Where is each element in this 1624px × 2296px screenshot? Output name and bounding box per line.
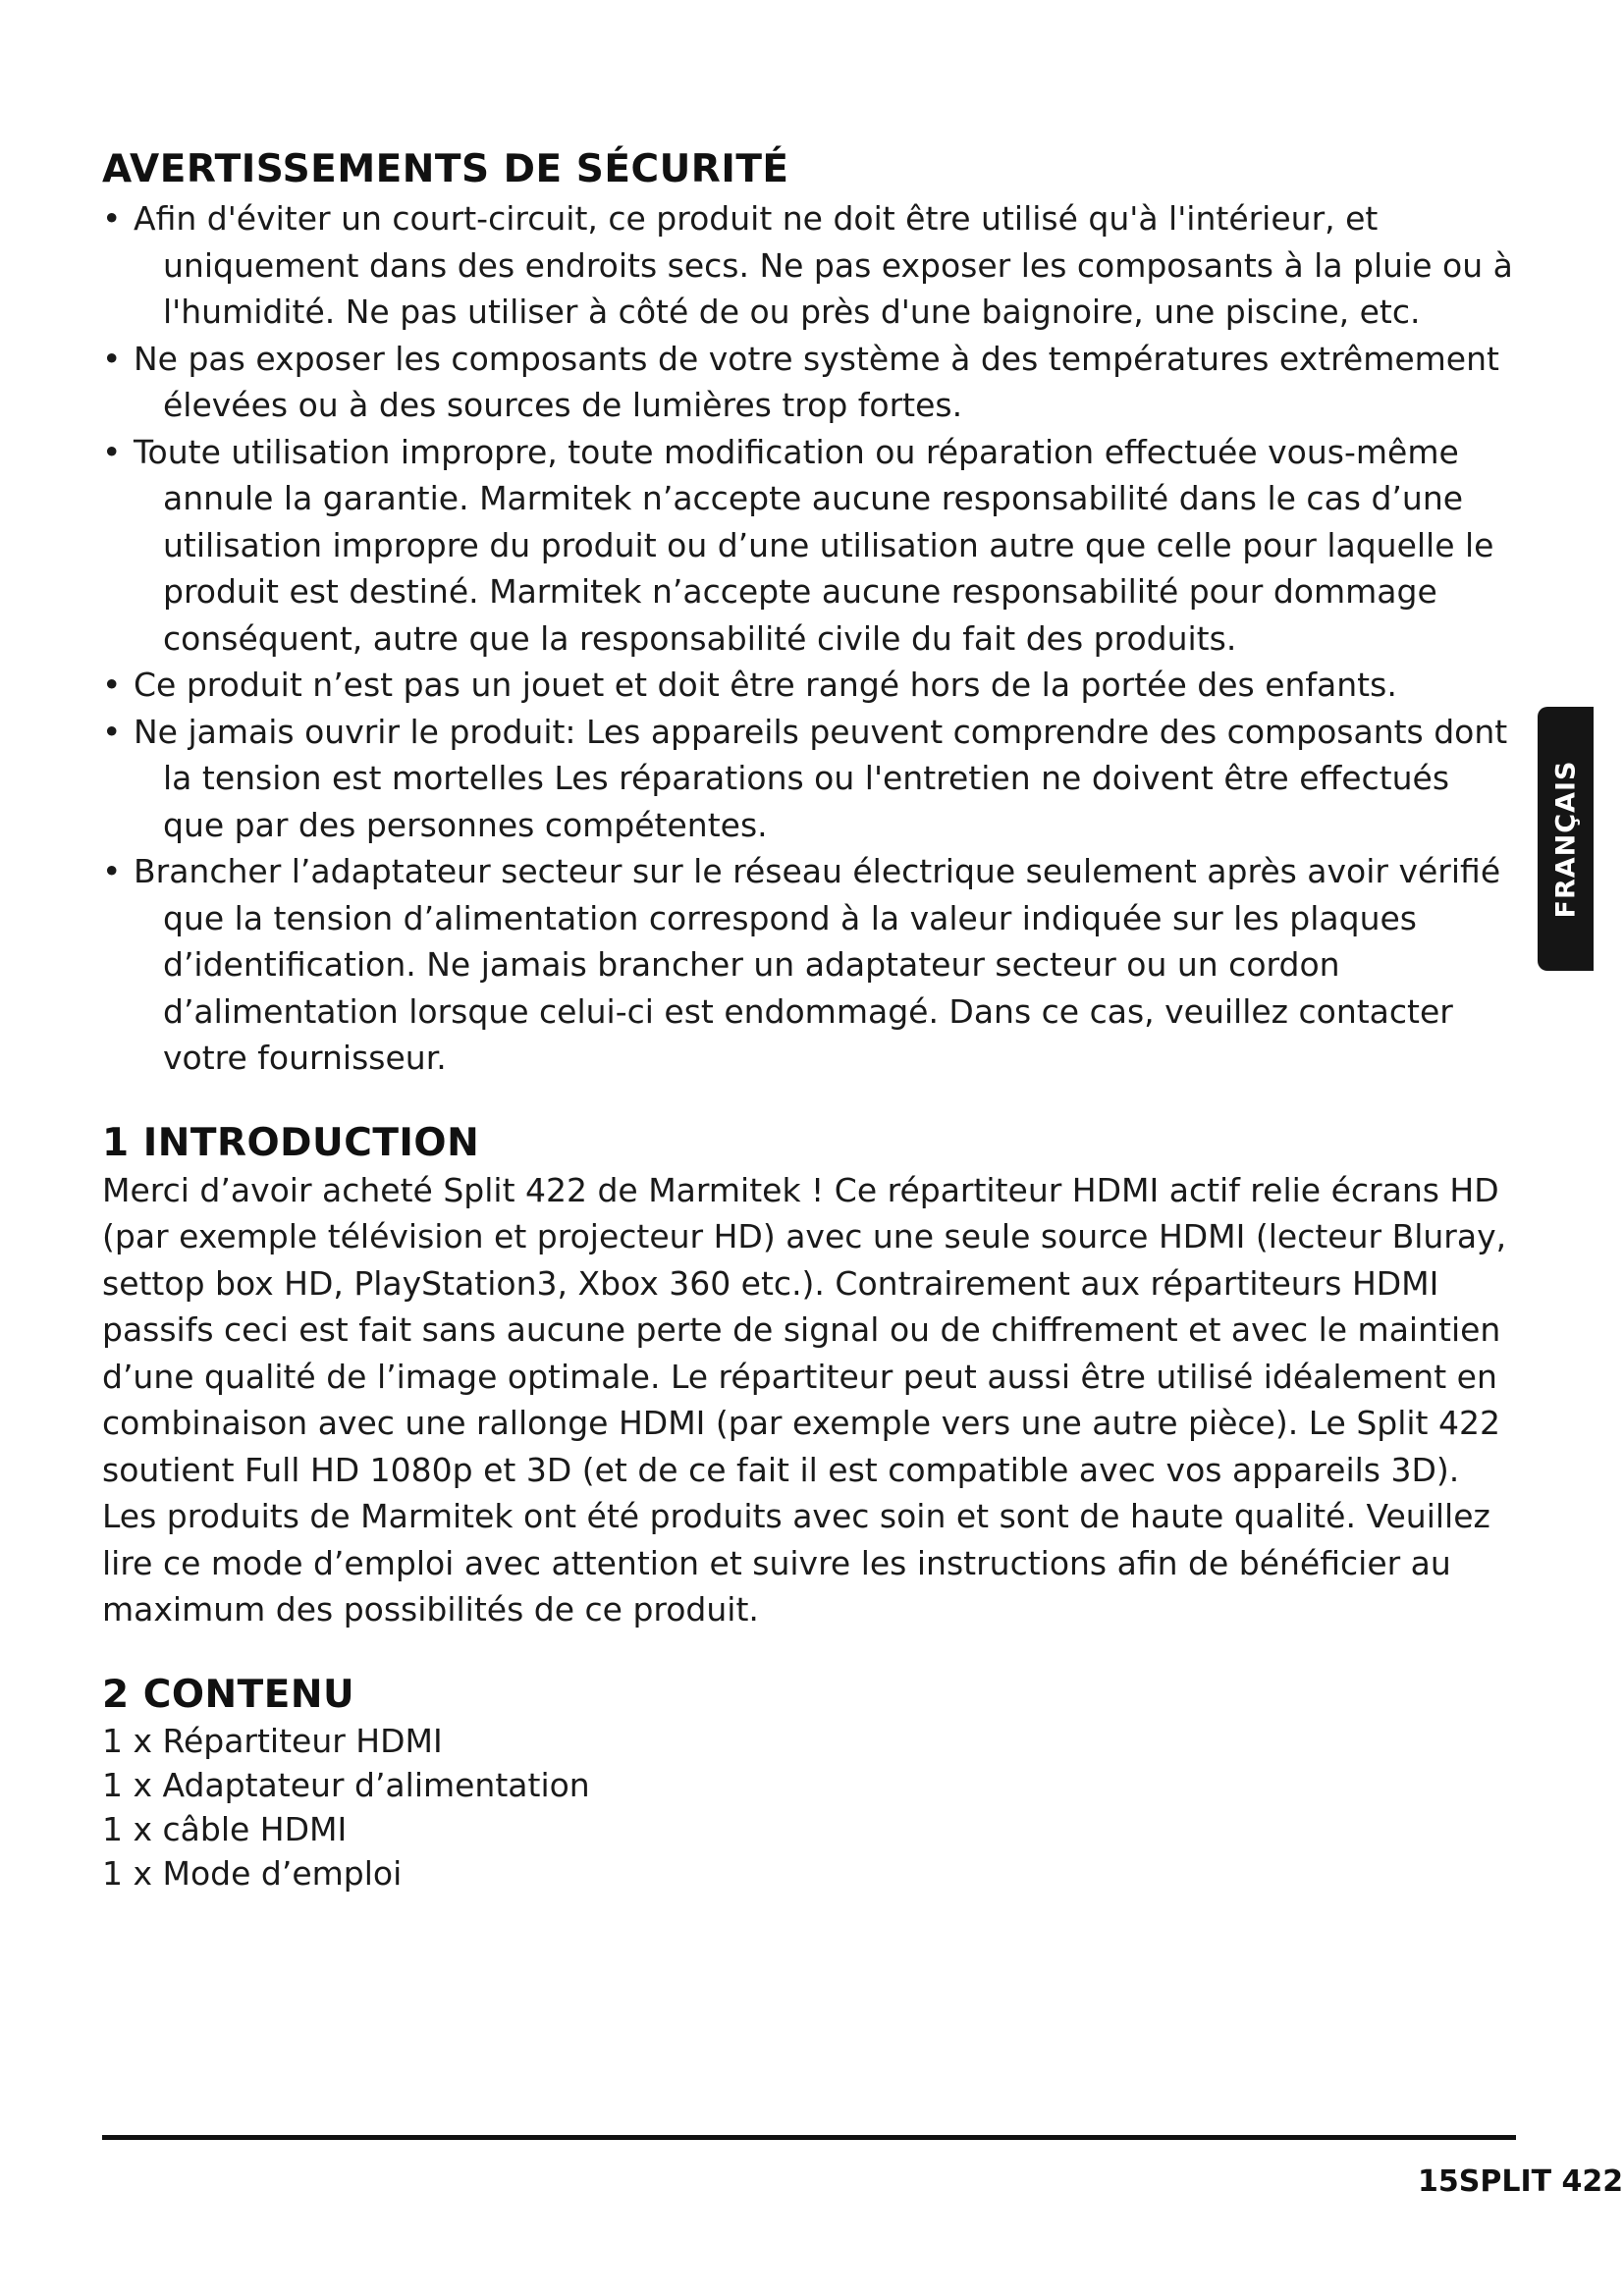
manual-page	[102, 147, 1516, 1896]
safety-item	[102, 195, 1516, 336]
bullet-icon: •	[102, 339, 122, 378]
safety-item-text: Ne pas exposer les composants de votre système à des températures extrêmement élevées ou à des sources de lumières trop fortes.	[134, 339, 1499, 424]
contents-heading: 2 CONTENU	[102, 1672, 355, 1717]
safety-item-text: Brancher l’adaptateur secteur sur le réseau électrique seulement après avoir vérifié que la tension d’alimentation correspond à la valeur indiquée sur les plaques d’identification. Ne jamais brancher un adaptateur secteur ou un cordon d’alimentation lorsque celui-ci est endommagé. Dans ce cas, veuillez contacter votre fournisseur.	[134, 852, 1501, 1077]
safety-item-text: Ne jamais ouvrir le produit: Les appareils peuvent comprendre des composants dont la tension est mortelles Les réparations ou l'entretien ne doivent être effectués que par des personnes compétentes.	[134, 712, 1508, 844]
safety-list	[102, 195, 1516, 1082]
language-tab	[1538, 707, 1594, 971]
contents-item: 1 x Adaptateur d’alimentation	[102, 1765, 590, 1804]
safety-item	[102, 336, 1516, 429]
bullet-icon: •	[102, 712, 122, 751]
contents-item: 1 x Mode d’emploi	[102, 1853, 403, 1893]
introduction-section	[102, 1121, 1516, 1633]
bullet-icon: •	[102, 852, 122, 890]
contents-section	[102, 1673, 1516, 1896]
safety-item	[102, 662, 1516, 709]
safety-item	[102, 709, 1516, 849]
safety-section	[102, 147, 1516, 1082]
page-number: 15	[1418, 2164, 1459, 2199]
bullet-icon: •	[102, 432, 122, 471]
safety-heading: AVERTISSEMENTS DE SÉCURITÉ	[102, 147, 789, 191]
safety-item-text: Toute utilisation impropre, toute modification ou réparation effectuée vous-même annule la garantie. Marmitek n’accepte aucune responsabilité dans le cas d’une utilisation impropre du produit ou d’une utilisation autre que celle pour laquelle le produit est destiné. Marmitek n’accepte aucune responsabilité pour dommage conséquent, autre que la responsabilité civile du fait des produits.	[134, 432, 1494, 658]
introduction-text: Merci d’avoir acheté Split 422 de Marmitek ! Ce répartiteur HDMI actif relie écrans HD (par exemple télévision et projecteur HD) avec une seule source HDMI (lecteur Bluray, settop box HD, PlayStation3, Xbox 360 etc.). Contrairement aux répartiteurs HDMI passifs ceci est fait sans aucune perte de signal ou de chiffrement et avec le maintien d’une qualité de l’image optimale. Le répartiteur peut aussi être utilisé idéalement en combinaison avec une rallonge HDMI (par exemple vers une autre pièce). Le Split 422 soutient Full HD 1080p et 3D (et de ce fait il est compatible avec vos appareils 3D). Les produits de Marmitek ont été produits avec soin et sont de haute qualité. Veuillez lire ce mode d’emploi avec attention et suivre les instructions afin de bénéficier au maximum des possibilités de ce produit.	[102, 1170, 1507, 1629]
footer-divider	[102, 2135, 1516, 2140]
page-footer	[1418, 2164, 1624, 2199]
safety-item	[102, 429, 1516, 663]
language-tab-label: FRANÇAIS	[1550, 760, 1581, 918]
footer-product: SPLIT 422	[1458, 2164, 1624, 2199]
safety-item	[102, 848, 1516, 1082]
safety-item-text: Afin d'éviter un court-circuit, ce produit ne doit être utilisé qu'à l'intérieur, et uniquement dans des endroits secs. Ne pas exposer les composants à la pluie ou à l'humidité. Ne pas utiliser à côté de ou près d'une baignoire, une piscine, etc.	[134, 199, 1513, 331]
bullet-icon: •	[102, 199, 122, 238]
safety-item-text: Ce produit n’est pas un jouet et doit être rangé hors de la portée des enfants.	[134, 666, 1397, 704]
introduction-heading: 1 INTRODUCTION	[102, 1120, 480, 1165]
contents-item: 1 x Répartiteur HDMI	[102, 1721, 443, 1760]
contents-list	[102, 1719, 1516, 1896]
bullet-icon: •	[102, 666, 122, 704]
contents-item: 1 x câble HDMI	[102, 1809, 348, 1848]
